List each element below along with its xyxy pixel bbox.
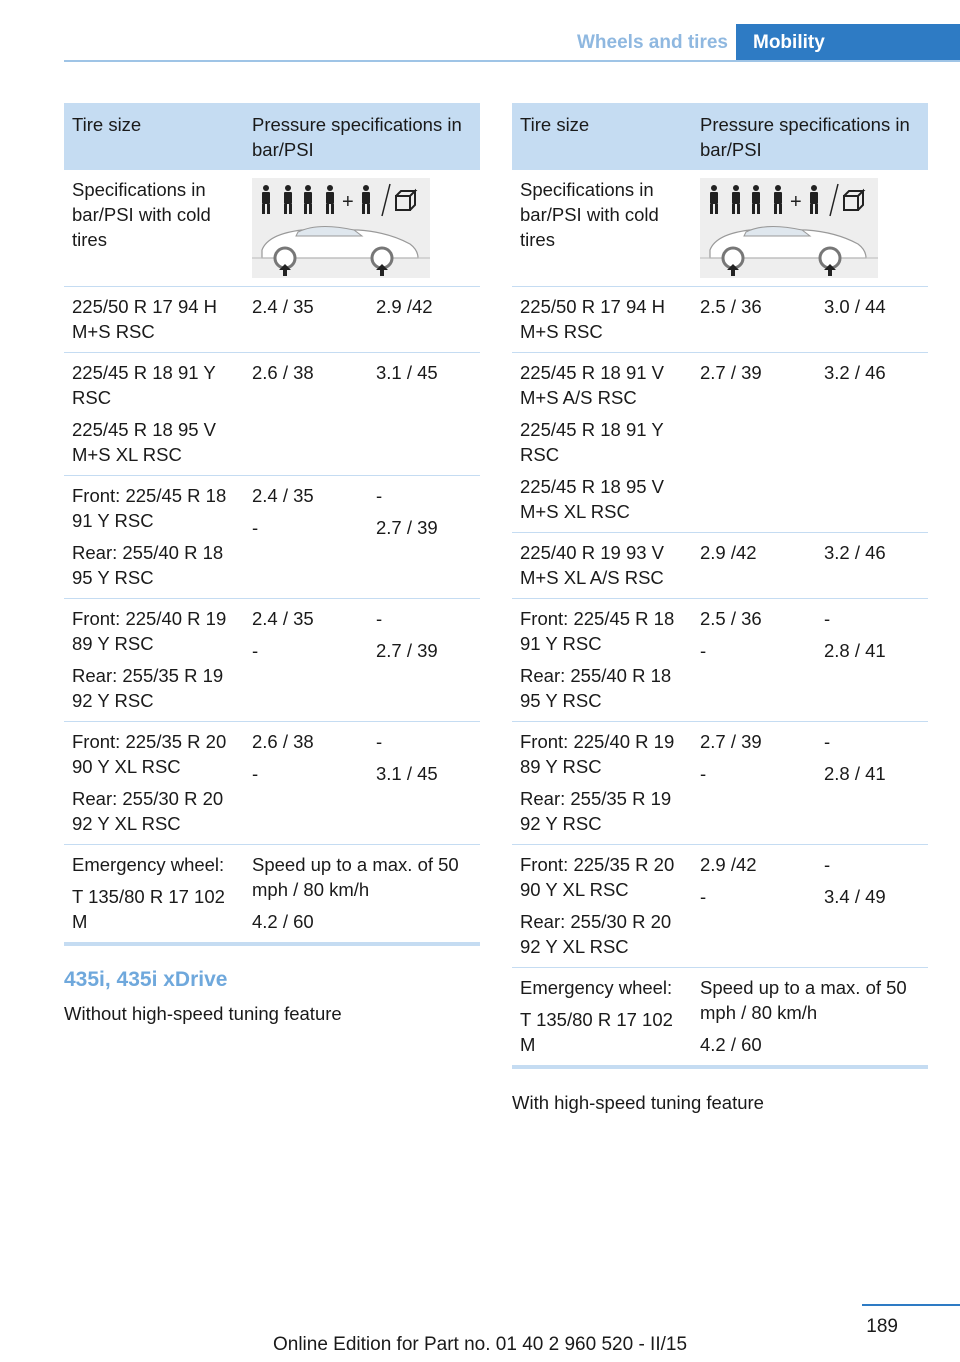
pressure-cell-loaded <box>816 845 928 968</box>
pressure-value: 2.6 / 38 <box>252 362 314 383</box>
table-row <box>512 722 928 845</box>
tire-size-cell <box>512 287 692 353</box>
pressure-value: - <box>376 731 383 752</box>
pressure-cell-normal <box>244 599 368 722</box>
col-header-tire-size: Tire size <box>512 103 692 170</box>
chapter-tab: Mobility <box>736 24 960 62</box>
pressure-value: - <box>700 886 707 907</box>
pressure-value: 3.1 / 45 <box>376 362 438 383</box>
table-row <box>512 353 928 533</box>
tire-size: Front: 225/35 R 20 90 Y XL RSC <box>520 854 675 900</box>
pressure-value: - <box>252 763 259 784</box>
pressure-value: - <box>700 763 707 784</box>
pressure-cell-loaded <box>816 722 928 845</box>
pressure-cell-normal <box>244 287 368 353</box>
table-row-emergency <box>64 845 480 945</box>
pressure-value: 2.5 / 36 <box>700 608 762 629</box>
tire-size-cell <box>64 599 244 722</box>
tire-size-cell <box>512 353 692 533</box>
pressure-value: - <box>376 485 383 506</box>
chapter-section-label: Wheels and tires <box>577 32 728 53</box>
table-row <box>64 353 480 476</box>
pressure-value: 2.9 /42 <box>700 854 757 875</box>
tire-size-cell <box>64 476 244 599</box>
footer-rule <box>862 1304 960 1306</box>
pressure-value: 3.2 / 46 <box>824 362 886 383</box>
pressure-cell-normal <box>692 599 816 722</box>
section-subtitle: Without high-speed tuning feature <box>64 1003 342 1024</box>
diagram-cell <box>244 170 480 287</box>
pressure-value: 2.7 / 39 <box>700 731 762 752</box>
spec-label-cell <box>64 170 244 287</box>
pressure-cell-normal <box>692 353 816 533</box>
tire-pressure-table-right <box>512 103 928 1069</box>
table-row <box>512 599 928 722</box>
pressure-value: 2.8 / 41 <box>824 640 886 661</box>
emergency-info-text: 4.2 / 60 <box>700 1034 762 1055</box>
pressure-cell-loaded <box>368 476 480 599</box>
svg-text:+: + <box>790 191 802 213</box>
pressure-value: - <box>252 517 259 538</box>
tire-size: 225/45 R 18 91 V M+S A/S RSC <box>520 362 664 408</box>
emergency-wheel-cell <box>512 968 692 1068</box>
tire-size-cell <box>512 599 692 722</box>
header-rule <box>64 60 960 62</box>
emergency-info-text: Speed up to a max. of 50 mph / 80 km/h <box>700 977 907 1023</box>
pressure-value: 2.4 / 35 <box>252 608 314 629</box>
emergency-wheel-cell <box>64 845 244 945</box>
load-condition-diagram <box>700 178 878 278</box>
tire-size: Rear: 255/35 R 19 92 Y RSC <box>520 788 672 834</box>
pressure-value: 2.8 / 41 <box>824 763 886 784</box>
table-row-emergency <box>512 968 928 1068</box>
tire-size: 225/45 R 18 91 Y RSC <box>72 362 216 408</box>
tire-size: 225/45 R 18 91 Y RSC <box>520 419 664 465</box>
tire-size: 225/50 R 17 94 H M+S RSC <box>72 296 218 342</box>
emergency-info-cell <box>692 968 928 1068</box>
pressure-value: 2.4 / 35 <box>252 485 314 506</box>
emergency-info-cell <box>244 845 480 945</box>
pressure-cell-normal <box>244 722 368 845</box>
tire-size: Rear: 255/30 R 20 92 Y XL RSC <box>520 911 672 957</box>
pressure-value: 3.2 / 46 <box>824 542 886 563</box>
pressure-cell-loaded <box>368 287 480 353</box>
pressure-value: 3.0 / 44 <box>824 296 886 317</box>
col-header-pressure: Pressure specifications in bar/PSI <box>692 103 928 170</box>
pressure-value: 3.1 / 45 <box>376 763 438 784</box>
high-speed-note: With high-speed tuning feature <box>512 1092 764 1113</box>
pressure-cell-loaded <box>368 599 480 722</box>
tire-size: Front: 225/40 R 19 89 Y RSC <box>72 608 227 654</box>
table-row-spec <box>64 170 480 287</box>
emergency-wheel-text: Emergency wheel: <box>520 977 673 998</box>
pressure-cell-normal <box>244 353 368 476</box>
tire-pressure-table-left <box>64 103 480 946</box>
pressure-value: 2.7 / 39 <box>376 517 438 538</box>
table-row <box>512 845 928 968</box>
pressure-cell-normal <box>692 722 816 845</box>
pressure-value: 2.5 / 36 <box>700 296 762 317</box>
tire-size-cell <box>64 722 244 845</box>
emergency-info-text: Speed up to a max. of 50 mph / 80 km/h <box>252 854 459 900</box>
tire-size-cell <box>64 353 244 476</box>
pressure-value: - <box>824 854 831 875</box>
pressure-value: - <box>824 608 831 629</box>
col-header-tire-size: Tire size <box>64 103 244 170</box>
emergency-info-text: 4.2 / 60 <box>252 911 314 932</box>
tire-size: 225/50 R 17 94 H M+S RSC <box>520 296 666 342</box>
tire-size: Front: 225/40 R 19 89 Y RSC <box>520 731 675 777</box>
pressure-cell-normal <box>692 845 816 968</box>
table-row <box>512 533 928 599</box>
pressure-cell-loaded <box>368 353 480 476</box>
page-number: 189 <box>866 1316 898 1337</box>
spec-label-cell <box>512 170 692 287</box>
pressure-value: - <box>700 640 707 661</box>
pressure-cell-normal <box>244 476 368 599</box>
tire-size-cell <box>512 533 692 599</box>
table-row <box>64 287 480 353</box>
col-header-pressure: Pressure specifications in bar/PSI <box>244 103 480 170</box>
pressure-cell-normal <box>692 533 816 599</box>
tire-size-cell <box>512 845 692 968</box>
tire-size-cell <box>512 722 692 845</box>
pressure-value: 3.4 / 49 <box>824 886 886 907</box>
tire-size: Front: 225/35 R 20 90 Y XL RSC <box>72 731 227 777</box>
emergency-wheel-text: Emergency wheel: <box>72 854 225 875</box>
pressure-value: 2.4 / 35 <box>252 296 314 317</box>
pressure-cell-loaded <box>816 533 928 599</box>
emergency-wheel-text: T 135/80 R 17 102 M <box>520 1009 673 1055</box>
pressure-value: - <box>824 731 831 752</box>
table-row <box>64 476 480 599</box>
emergency-wheel-text: T 135/80 R 17 102 M <box>72 886 225 932</box>
diagram-cell <box>692 170 928 287</box>
pressure-value: - <box>252 640 259 661</box>
load-condition-diagram <box>252 178 430 278</box>
pressure-value: - <box>376 608 383 629</box>
spec-label: Specifications in bar/PSI with cold tires <box>72 179 211 250</box>
tire-size: Rear: 255/40 R 18 95 Y RSC <box>520 665 672 711</box>
tire-size: Front: 225/45 R 18 91 Y RSC <box>72 485 227 531</box>
tire-size: Rear: 255/40 R 18 95 Y RSC <box>72 542 224 588</box>
pressure-cell-loaded <box>816 287 928 353</box>
pressure-cell-loaded <box>368 722 480 845</box>
tire-size: 225/45 R 18 95 V M+S XL RSC <box>72 419 216 465</box>
pressure-cell-loaded <box>816 599 928 722</box>
spec-label: Specifications in bar/PSI with cold tires <box>520 179 659 250</box>
svg-text:+: + <box>342 191 354 213</box>
pressure-value: 2.7 / 39 <box>700 362 762 383</box>
pressure-value: 2.7 / 39 <box>376 640 438 661</box>
pressure-value: 2.6 / 38 <box>252 731 314 752</box>
tire-size: Rear: 255/30 R 20 92 Y XL RSC <box>72 788 224 834</box>
pressure-cell-normal <box>692 287 816 353</box>
tire-size: 225/40 R 19 93 V M+S XL A/S RSC <box>520 542 664 588</box>
tire-size: 225/45 R 18 95 V M+S XL RSC <box>520 476 664 522</box>
table-row-spec <box>512 170 928 287</box>
section-title: 435i, 435i xDrive <box>64 968 228 991</box>
pressure-cell-loaded <box>816 353 928 533</box>
tire-size: Rear: 255/35 R 19 92 Y RSC <box>72 665 224 711</box>
tire-size-cell <box>64 287 244 353</box>
pressure-value: 2.9 /42 <box>376 296 433 317</box>
tire-size: Front: 225/45 R 18 91 Y RSC <box>520 608 675 654</box>
table-row <box>64 599 480 722</box>
table-row <box>512 287 928 353</box>
table-row <box>64 722 480 845</box>
edition-footer: Online Edition for Part no. 01 40 2 960 520 - II/15 <box>272 1334 688 1355</box>
pressure-value: 2.9 /42 <box>700 542 757 563</box>
